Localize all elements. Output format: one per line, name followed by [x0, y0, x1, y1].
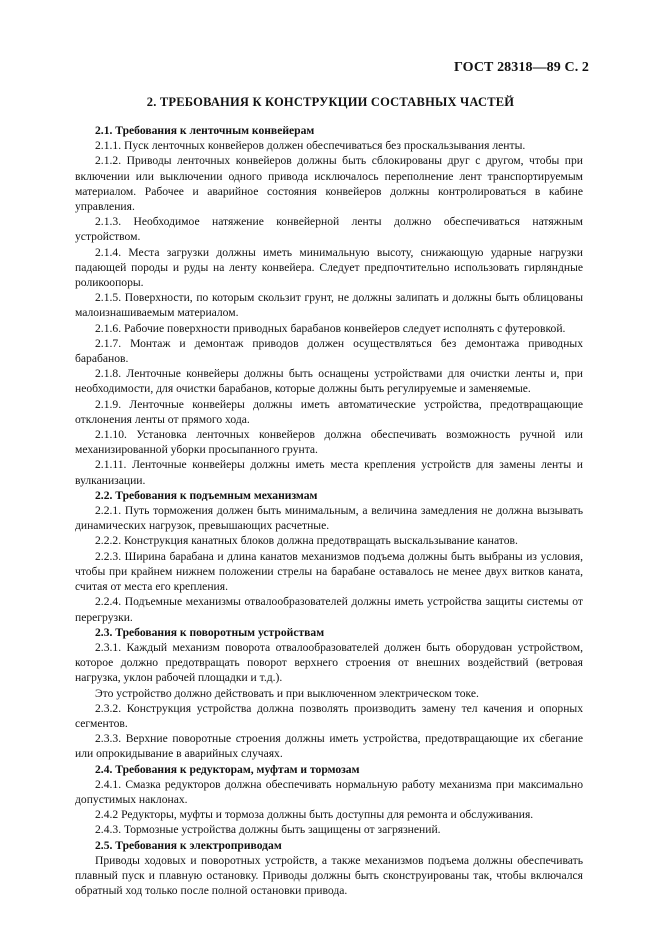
- paragraph: Это устройство должно действовать и при выключенном электрическом токе.: [95, 686, 479, 700]
- paragraph: 2.2.2. Конструкция канатных блоков должна предотвращать выскальзывание канатов.: [95, 534, 518, 548]
- subsection-heading: 2.5. Требования к электроприводам: [95, 838, 282, 852]
- paragraph: 2.2.1. Путь торможения должен быть минимальным, а величина замедления не должна вызывать динамических нагрузок, превышающих расчетные.: [75, 504, 583, 533]
- paragraph: 2.4.1. Смазка редукторов должна обеспечивать нормальную работу механизма при максимально допустимых наклонах.: [75, 777, 583, 806]
- paragraph: 2.3.1. Каждый механизм поворота отвалообразователей должен быть оборудован устройством, которое должно предотвращать поворот верхнего строения от внешних воздействий (ветровая нагрузка, уклон рабочей площадки и т.д.).: [75, 640, 583, 685]
- paragraph: 2.1.2. Приводы ленточных конвейеров должны быть сблокированы друг с другом, чтобы при включении или выключении одного привода исключалось переполнение лент транспортируемым материалом. Рабочее и аварийное состояния конвейеров должны контролироваться в кабине управления.: [75, 154, 583, 214]
- paragraph: 2.4.2 Редукторы, муфты и тормоза должны быть доступны для ремонта и обслуживания.: [95, 808, 534, 822]
- paragraph: 2.1.10. Установка ленточных конвейеров должна обеспечивать возможность ручной или механизированной уборки просыпанного грунта.: [75, 428, 583, 457]
- subsection-heading: 2.4. Требования к редукторам, муфтам и тормозам: [95, 762, 360, 776]
- paragraph: 2.1.8. Ленточные конвейеры должны быть оснащены устройствами для очистки ленты и, при необходимости, для очистки барабанов, которые должны быть регулируемые и заменяемые.: [75, 367, 583, 396]
- paragraph: 2.1.6. Рабочие поверхности приводных барабанов конвейеров следует исполнять с футеровкой.: [95, 321, 566, 335]
- paragraph: 2.1.3. Необходимое натяжение конвейерной ленты должно обеспечиваться натяжным устройством.: [75, 215, 583, 244]
- subsection-heading: 2.1. Требования к ленточным конвейерам: [95, 124, 315, 137]
- paragraph: 2.3.2. Конструкция устройства должна позволять производить замену тел качения и опорных сегментов.: [75, 701, 583, 730]
- paragraph: 2.3.3. Верхние поворотные строения должны иметь устройства, предотвращающие их сбегание или опрокидывание в аварийных случаях.: [75, 732, 583, 761]
- paragraph: 2.2.4. Подъемные механизмы отвалообразователей должны иметь устройства защиты системы от перегрузки.: [75, 595, 583, 624]
- paragraph: 2.1.9. Ленточные конвейеры должны иметь автоматические устройства, предотвращающие отклонения ленты от прямого хода.: [75, 397, 583, 426]
- paragraph: 2.1.4. Места загрузки должны иметь минимальную высоту, снижающую ударные нагрузки падающей породы и руды на ленту конвейера. Следует предпочтительно использовать гирляндные роликоопоры.: [75, 245, 583, 290]
- paragraph: 2.4.3. Тормозные устройства должны быть защищены от загрязнений.: [95, 823, 441, 837]
- page-header: ГОСТ 28318—89 С. 2: [454, 60, 589, 75]
- section-title: 2. ТРЕБОВАНИЯ К КОНСТРУКЦИИ СОСТАВНЫХ ЧАСТЕЙ: [146, 95, 515, 109]
- subsection-heading: 2.2. Требования к подъемным механизмам: [95, 488, 318, 502]
- paragraph: 2.1.1. Пуск ленточных конвейеров должен обеспечиваться без проскальзывания ленты.: [95, 139, 526, 153]
- paragraph: 2.1.5. Поверхности, по которым скользит грунт, не должны залипать и должны быть облицованы малоизнашиваемым материалом.: [75, 291, 583, 320]
- document-body: [75, 123, 583, 898]
- paragraph: Приводы ходовых и поворотных устройств, а также механизмов подъема должны обеспечивать плавный пуск и плавную остановку. Приводы должны быть сконструированы так, чтобы включался обратный ход только после полной остановки привода.: [75, 853, 583, 898]
- paragraph: 2.2.3. Ширина барабана и длина канатов механизмов подъема должны быть выбраны из условия, чтобы при крайнем нижнем положении стрелы на барабане оставалось не менее двух витков каната, считая от места его крепления.: [75, 549, 583, 594]
- subsection-heading: 2.3. Требования к поворотным устройствам: [95, 625, 325, 639]
- paragraph: 2.1.11. Ленточные конвейеры должны иметь места крепления устройств для замены ленты и вулканизации.: [75, 458, 583, 487]
- paragraph: 2.1.7. Монтаж и демонтаж приводов должен осуществляться без демонтажа приводных барабанов.: [75, 336, 583, 366]
